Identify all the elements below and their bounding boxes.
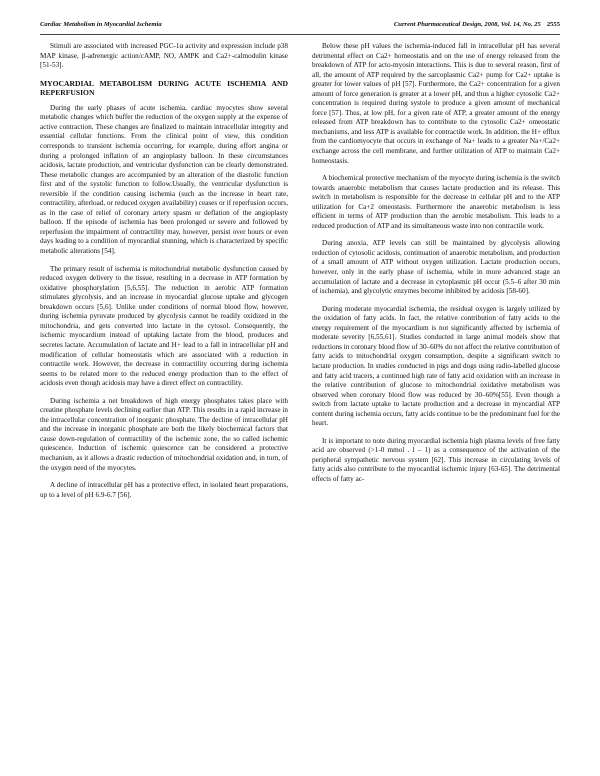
- page-number: 2555: [546, 21, 560, 28]
- running-header: [40, 20, 560, 35]
- running-title: Cardiac Metabolism in Myocardial Ischemia: [40, 21, 162, 28]
- right-column: [312, 42, 560, 762]
- body-paragraph: During ischemia a net breakdown of high energy phosphates takes place with creatine phosphate levels declining earlier than ATP. This results in a rapid increase in the intracellular concentration of inorganic phosphate. The decline of intracellular pH and the increase in inorganic phosphate are both the likely biochemical factors that cause down-regulation of contractility of the ischemic zone, the so called ischemic quiescence. Induction of ischemic quiescence can be considered a protective mechanism, as it allows a drastic reduction of mitochondrial oxidation and, in turn, of the oxygen need of the myocytes.: [40, 396, 288, 472]
- body-paragraph: During moderate myocardial ischemia, the residual oxygen is largely utilized by the oxidation of fatty acids. In fact, the relative contribution of fatty acids to the energy requirement of the myocardium is not significantly affected by ischemia of moderate severity [6,55,61]. Studies conducted in large animal models show that reductions in coronary blood flow of 30–60% do not affect the relative contribution of fatty acids to mitochondrial oxygen consumption, despite a significant switch to lactate production. In studies conducted in pigs and dogs using radio-labelled glucose and fatty acid tracers, a continued high rate of fatty acid oxidation with an increase in the relative contribution of glucose to mitochondrial oxidative metabolism was observed when coronary blood flow was reduced by 30–60%[55]. Even though a switch from lactate uptake to lactate production and a decrease in myocardial ATP content during ischemia occurs, fatty acids continue to be the predominant fuel for the heart.: [312, 304, 560, 428]
- journal-citation: [394, 21, 560, 28]
- journal-name: Current Pharmaceutical Design, 2008, Vol. 14, No. 25: [393, 21, 541, 28]
- body-paragraph: The primary result of ischemia is mitochondrial metabolic dysfunction caused by reduced oxygen delivery to the tissue, resulting in a decrease in ATP formation by oxidative phosphorylation [5,6,55]. The reduction in aerobic ATP formation stimulates glycolysis, and an increase in myocardial glucose uptake and glycogen breakdown occurs [5,6]. Unlike under conditions of normal blood flow, however, during ischemia pyruvate produced by glycolysis cannot be readily oxidized in the mitochondria, and gets converted into lactate in the cytosol. Consequently, the ischemic myocardium instead of uptaking lactate from the blood, produces and secretes lactate. Accumulation of lactate and H+ lead to a fall in intracellular pH and modification of cellular homeostatis which are associated with a reduction in contractile work. However, the decrease in contractility occurring during ischemia seems to be related more to the reduced energy production than to the effect of acidosis even though acidosis may have a direct effect on contractility.: [40, 264, 288, 388]
- body-paragraph: A decline of intracellular pH has a protective effect, in isolated heart preparations, up to a level of pH 6.9-6.7 [56].: [40, 481, 288, 499]
- left-column: [40, 42, 288, 762]
- body-paragraph: It is important to note during myocardial ischemia high plasma levels of free fatty acid are observed (>1-0 mmol . l – 1) as a consequence of the activation of the peripheral sympathetic nervous system [62]. This increase in circulating levels of fatty acids also contribute to the myocardial ischemic injury [63-65]. The detrimental effects of fatty ac-: [312, 436, 560, 483]
- body-paragraph: Below these pH values the ischemia-induced fall in intracellular pH has several detrimental effect on Ca2+ homeostatis and on the use of energy released from the breakdown of ATP for acto-myosin interactions. This is due to several reason, first of all, the amount of ATP required by the sarcoplasmic Ca2+ pump for Ca2+ uptake is greater for lower values of pH [57]. Furthermore, the Ca2+ concentration for a given amount of force generation is greater at a lower pH, and thus a higher cytosolic Ca2+ concentration is required during systole to produce a given amount of mechanical force [57]. Thus, at low pH, for a given rate of ATP, a greater amount of the energy released from ATP breakdown has to contribute to the cytosolic Ca2+ omeostatic mechanisms, and less ATP is available for contractile work. In addition, the H+ efflux from the cardiomyocyte that occurs in exchange of Na+ leads to a greater Na+/Ca2+ exchange across the cell membrane, and further utilization of ATP to maintain Ca2+ homeostasis.: [312, 42, 560, 165]
- body-paragraph: During the early phases of acute ischemia, cardiac myocytes show several metabolic changes which buffer the reduction of the oxygen supply at the expense of active contraction. These changes are finalized to maintain intracellular integrity and essential cellular functions. From the clinical point of view, this condition corresponds to transient ischemia occurring, for example, during effort angina or during a prolonged inflation of an angioplasty balloon. In these circumstances acidosis, lactate production, and ventricular dysfunction can be clearly demonstrated. These metabolic changes are accompanied by an alteration of the diastolic function first and of the systolic function to follow.Usually, the ventricular dysfunction is reversible if the condition causing ischemia (such as the increase in heart rate, contractility, afterload, or reduced oxygen availability) ceases or if reperfusion occurs, as in the case of relief of coronary artery spasm or deflation of the angioplasty balloon. If the episode of ischemia has been prolonged or severe and followed by reperfusion the impairment of contractility may, however, persist over hours or even days leading to a condition of myocardial stunning, which is characterized by specific metabolic alterations [54].: [40, 103, 288, 256]
- body-paragraph: During anoxia, ATP levels can still be maintained by glycolysis allowing reduction of cytosolic acidosis, continuation of anaerobic metabolism, and production of a small amount of ATP without oxygen utilization. Lactate production occurs, however, only in the early phase of ischemia, while in more advanced stage an accumulation of lactate and a decrease in cytoplasmic pH occur (5.5–6 after 30 min of ischemia), and glycolytic enzymes become inhibited by acidosis [58-60].: [312, 239, 560, 296]
- intro-paragraph: Stimuli are associated with increased PGC-1α activity and expression include p38 MAP kinase, β-adrenergic action/cAMP, NO, AMPK and Ca2+-calmodulin kinase [51-53].: [40, 42, 288, 70]
- body-paragraph: A biochemical protective mechanism of the myocyte during ischemia is the switch towards anaerobic metabolism that causes lactate production and its release. This switch in metabolism is responsible for the decrease in cellular pH and to the ATP utilization for Ca+2 omeostasis. Furthermore the anaerobic metabolism is less efficient in terms of ATP production than the aerobic metabolism. This leads to a reduced production of ATP and its simultaneous waste into non contractile work.: [312, 174, 560, 230]
- section-heading: MYOCARDIAL METABOLISM DURING ACUTE ISCHEMIA AND REPERFUSION: [40, 78, 288, 98]
